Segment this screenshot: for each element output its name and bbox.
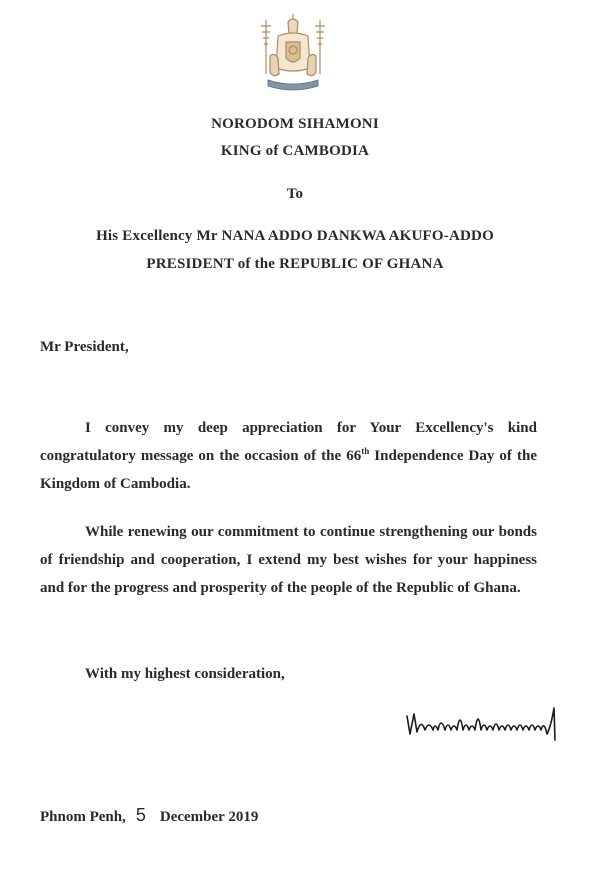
paragraph-wishes-text: While renewing our commitment to continue strengthening our bonds of friendship and cooperation, I extend my best wishes for your happiness and for the progress and prosperity of the people of the Republic of Ghana. — [40, 524, 537, 596]
ordinal-suffix: th — [361, 446, 370, 456]
place: Phnom Penh, — [40, 809, 126, 825]
sender-title: KING of CAMBODIA — [220, 143, 370, 159]
date-day: 5 — [135, 805, 146, 825]
sender-name: NORODOM SIHAMONI — [211, 116, 379, 132]
recipient-name: His Excellency Mr NANA ADDO DANKWA AKUFO-ADDO — [96, 228, 494, 244]
date-line — [40, 805, 258, 826]
to-label: To — [286, 186, 304, 202]
closing: With my highest consideration, — [85, 666, 285, 682]
paragraph-appreciation-text: I convey my deep appreciation for Your Excellency's kind congratulatory message on the occasion of the 66 — [40, 420, 537, 464]
paragraph-appreciation — [40, 414, 537, 498]
recipient-title: PRESIDENT of the REPUBLIC OF GHANA — [146, 256, 444, 272]
date-month-year: December 2019 — [159, 809, 259, 825]
paragraph-wishes — [40, 518, 537, 602]
royal-coat-of-arms-icon — [252, 12, 334, 96]
salutation: Mr President, — [40, 339, 129, 355]
paragraph-appreciation-end: Independence Day of the Kingdom of Cambodia. — [40, 448, 537, 492]
signature — [404, 700, 560, 750]
